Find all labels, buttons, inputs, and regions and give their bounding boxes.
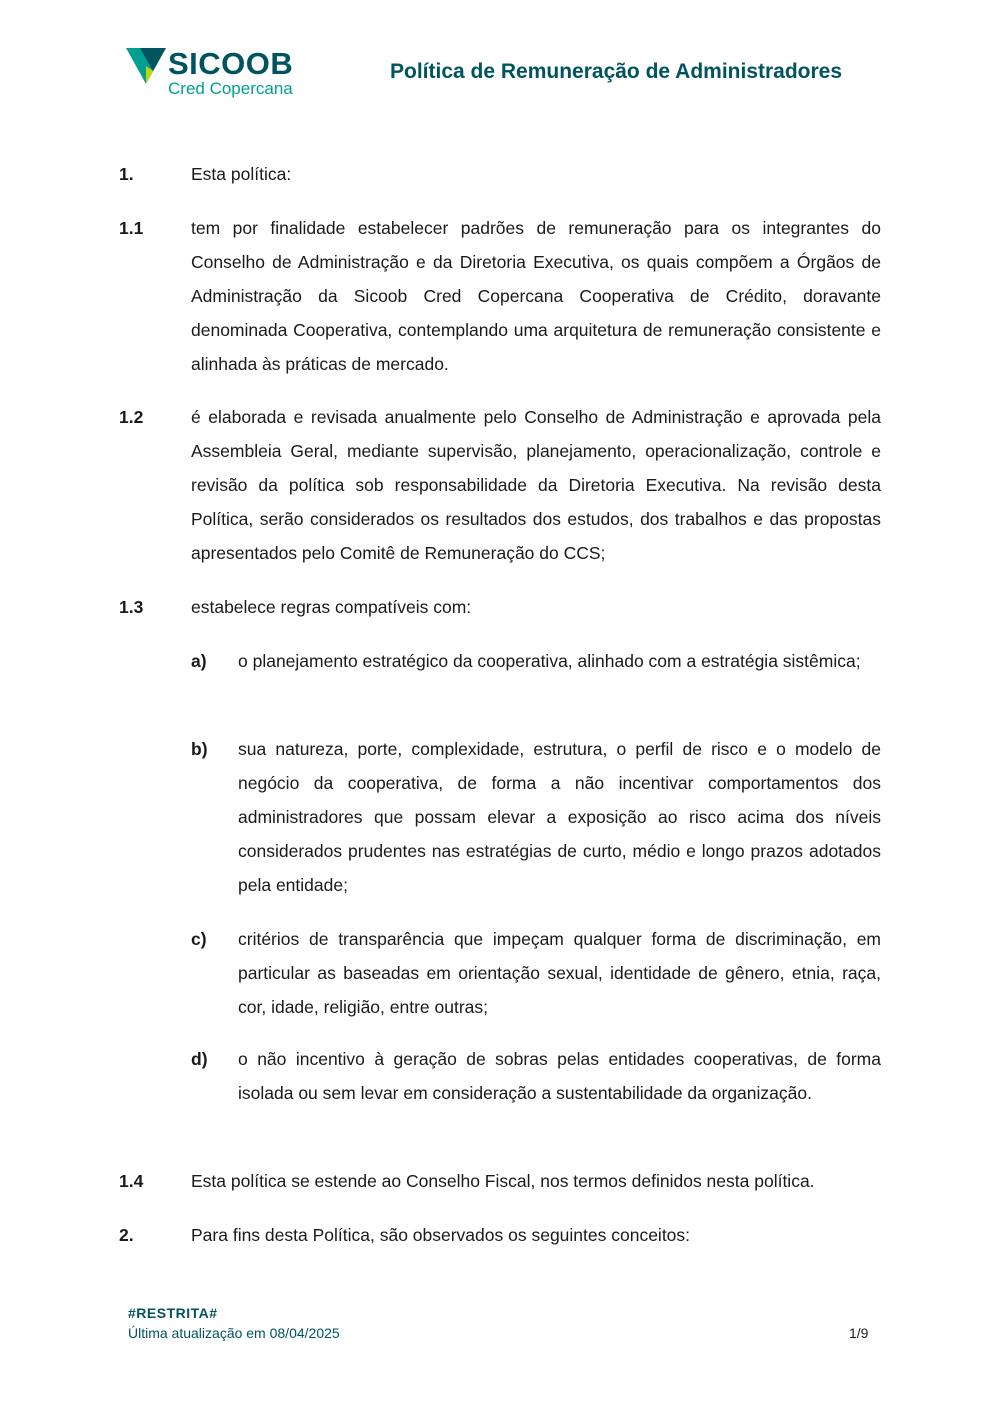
section-number: 1.2 [119,407,144,427]
list-marker: c) [191,929,207,949]
list-marker: b) [191,739,208,759]
classification-tag: #RESTRITA# [128,1305,218,1321]
list-text: critérios de transparência que impeçam qualquer forma de discriminação, em particular as baseadas em orientação sexual, identidade de gênero, etnia, raça, cor, idade, religião, entre outras; [238,929,881,1017]
section-number: 1.1 [119,218,144,238]
page-header [0,0,1000,110]
section-number: 2. [119,1225,134,1245]
brand-subtitle: Cred Copercana [168,79,293,98]
section-number: 1.4 [119,1171,144,1191]
brand-name: SICOOB [168,46,294,81]
last-updated: Última atualização em 08/04/2025 [128,1325,340,1341]
sicoob-logo [126,44,306,100]
sicoob-logo-icon [126,48,166,84]
list-text: o não incentivo à geração de sobras pelas entidades cooperativas, de forma isolada ou sem levar em consideração a sustentabilidade da organização. [238,1049,881,1103]
section-text: Esta política se estende ao Conselho Fiscal, nos termos definidos nesta política. [191,1171,815,1191]
section-number: 1.3 [119,597,144,617]
list-marker: a) [191,651,207,671]
section-text: tem por finalidade estabelecer padrões de remuneração para os integrantes do Conselho de Administração e da Diretoria Executiva, os quais compõem a Órgãos de Administração da Sicoob Cred Copercana Cooperativa de Crédito, doravante denominada Cooperativa, contemplando uma arquitetura de remuneração consistente e alinhada às práticas de mercado. [191,218,881,374]
section-text: Esta política: [191,164,292,184]
section-text: estabelece regras compatíveis com: [191,597,472,617]
list-text: sua natureza, porte, complexidade, estrutura, o perfil de risco e o modelo de negócio da cooperativa, de forma a não incentivar comportamentos dos administradores que possam elevar a exposição ao risco acima dos níveis considerados prudentes nas estratégias de curto, médio e longo prazos adotados pela entidade; [238,739,881,895]
section-text: Para fins desta Política, são observados os seguintes conceitos: [191,1225,691,1245]
section-number: 1. [119,164,134,184]
section-text: é elaborada e revisada anualmente pelo Conselho de Administração e aprovada pela Assembleia Geral, mediante supervisão, planejamento, operacionalização, controle e revisão da política sob responsabilidade da Diretoria Executiva. Na revisão desta Política, serão considerados os resultados dos estudos, dos trabalhos e das propostas apresentados pelo Comitê de Remuneração do CCS; [191,407,881,563]
list-text: o planejamento estratégico da cooperativa, alinhado com a estratégia sistêmica; [238,651,861,671]
document-title: Política de Remuneração de Administradores [390,60,843,83]
page-number: 1/9 [849,1325,869,1341]
list-marker: d) [191,1049,208,1069]
